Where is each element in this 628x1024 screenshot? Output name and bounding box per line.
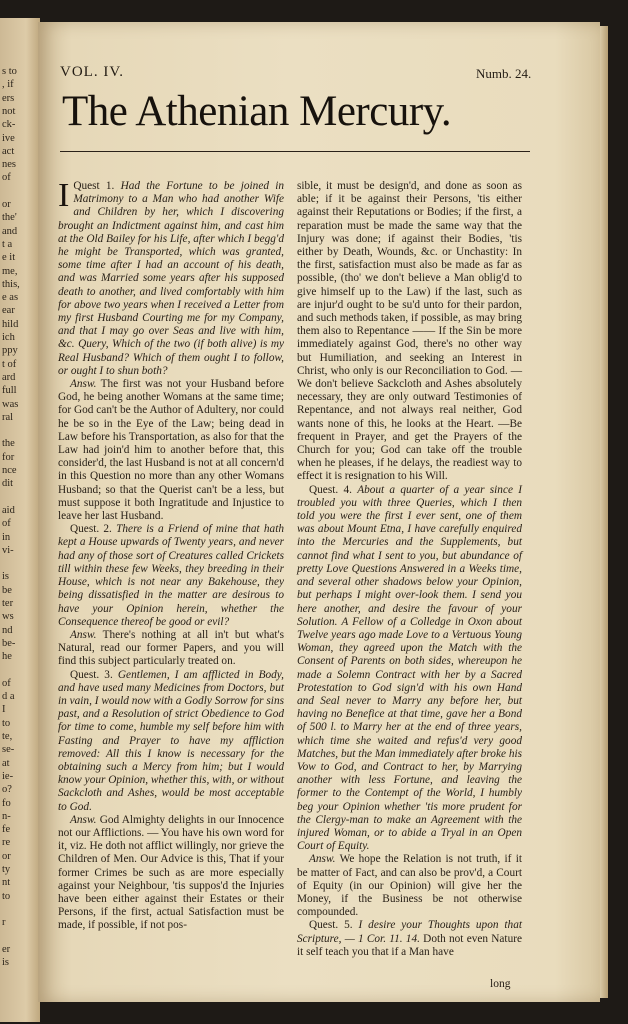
margin-fragment: fe (2, 824, 11, 836)
catchword: long (490, 978, 511, 990)
margin-fragment: r (2, 917, 6, 929)
issue-number: Numb. 24. (476, 66, 532, 81)
facing-page-strip (0, 18, 40, 1022)
question-3-label: Quest. 3. (70, 668, 113, 681)
answer-4 (297, 853, 522, 919)
margin-fragment: nd (2, 624, 13, 636)
margin-fragment: to (2, 717, 11, 729)
question-3-text: Gentlemen, I am afflicted in Body, and have used many Medicines from Doctors, but in vain, I would now with a Godly Sorrow for sins past, and a Resolution of strict Obedience to God for time to come, humble my self before him with Fasting and Prayer to have my affliction removed: All this I know is necessary for the obtaining such a Mercy from him; but I would know your Opinion, whether this, with, or without Sackcloth and Ashes, would be most acceptable to God. (58, 668, 284, 813)
margin-fragment: ard (2, 371, 16, 383)
question-3 (58, 669, 284, 814)
margin-fragment: hild (2, 318, 19, 330)
margin-fragment: he (2, 651, 12, 663)
margin-fragment: and (2, 225, 18, 237)
margin-fragment: ear (2, 305, 15, 317)
margin-fragment: te, (2, 731, 13, 742)
margin-fragment: is (2, 957, 10, 969)
drop-cap: I (58, 177, 70, 214)
margin-fragment: the (2, 438, 15, 450)
margin-fragment: s to (2, 66, 17, 77)
margin-fragment: o? (2, 784, 12, 796)
question-1-text: Had the Fortune to be joined in Matrimony to a Man who had another Wife and Children by her, which I discovering brought an Indictment against him, and cast him at the Old Bailey for his Life, after which I begg'd he might be Transported, which was granted, some time after I had an account of his death, and was Married some years after his supposed death to another, and lived comfortably with him for above two years when I received a Letter from my first Husband Courting me for my Company, and that I may go over Seas and live with him, &c. Query, Which of the two (if both alive) is my Real Husband? Which of them ought I to follow, or ought I to shun both? (58, 180, 284, 377)
margin-fragment: ck- (2, 119, 16, 131)
answer-4-label: Answ. (309, 853, 336, 866)
margin-fragment: ral (2, 411, 14, 423)
margin-fragment: of (2, 677, 11, 689)
margin-fragment: be- (2, 637, 16, 649)
masthead-title: The Athenian Mercury. (62, 88, 452, 135)
page-edge (600, 26, 608, 998)
masthead-rule (60, 151, 530, 152)
margin-fragment: to (2, 890, 11, 902)
question-2 (58, 523, 284, 629)
question-5 (297, 919, 522, 959)
answer-1-text: The first was not your Husband before God, he being another Womans at the same time; for God can't be the Author of Adultery, nor could he be so in the Eye of the Law; being dead in Law before his Transportation, as also for that the Law had join'd him to another before that, this consider'd, the last Husband is not at all concern'd in this Question no more than any other Womans Husband; so that the Querist can't be a less, but must suppose it both Ingratitude and Injustice to leave her last Husband. (58, 378, 284, 523)
margin-fragment: fo (2, 797, 11, 809)
margin-fragment: ers (2, 92, 15, 104)
margin-fragment: of (2, 518, 11, 530)
margin-fragment: the' (2, 212, 17, 224)
question-2-label: Quest. 2. (70, 523, 112, 536)
question-1 (58, 177, 284, 378)
right-column (297, 180, 522, 959)
margin-fragment: aid (2, 504, 15, 516)
margin-fragment: d a (2, 691, 15, 703)
margin-fragment: me, (2, 265, 18, 277)
answer-3-text: God Almighty delights in our Innocence not our Afflictions. — You have his own word for it, viz. He doth not afflict willingly, nor grieve the Children of Men. Our Advice is this, That if your former Crimes be such as are more especially against your Neighbour, 'tis suppos'd the Injuries have been either against their Estates or their Persons, if the first, actual Satisfaction must be made, if possible, if not pos- (58, 813, 284, 932)
margin-fragment: of (2, 172, 11, 184)
question-4-label: Quest. 4. (309, 483, 352, 496)
left-column (58, 177, 285, 933)
question-5-text: I desire your Thoughts upon that Scripture, — 1 Cor. 11. 14. (297, 919, 522, 945)
margin-fragment: vi- (2, 544, 14, 556)
answer-4-text: We hope the Relation is not truth, if it be matter of Fact, and can also be prov'd, a Court of Equity (in our Opinion) will give her the Money, if the Business be not otherwise compounded. (297, 853, 522, 919)
margin-fragment: nt (2, 877, 11, 889)
margin-fragment: not (2, 105, 16, 117)
answer-2-label: Answ. (70, 628, 97, 641)
margin-fragment: I (2, 704, 6, 716)
margin-fragment: se- (2, 744, 15, 756)
margin-fragment: t of (2, 358, 17, 370)
margin-fragment: at (2, 757, 10, 769)
question-4-text: About a quarter of a year since I troubled you with three Queries, which I then told you were the first I ever sent, one of them was about Mount Etna, I have carefully enquired into the Mercuries and the Supplements, but cannot find what I sent to you, but abundance of pretty Love Questions Answered in a Weeks time, and several other shadows below your Opinion, but perhaps I might over-look them. I send you here another, and desire the favour of your Solution. A Fellow of a Colledge in Oxon about Twelve years ago made Love to a Vertuous Young Woman, they agreed upon the Match with the Consent of Parents on both sides, whereupon he made a Solemn Contract with her by a Sacred Protestation to God sign'd with his own Hand and Seal never to Marry any before her, but having no Benefice at that time, gave her a Bond of 500 l. to Marry her at the end of three years, which time she waited and refus'd very good Matches, but the Man immediately after broke his Vow to God, and Contract to her, by Marrying another with less Fortune, and leaving the former to the Contempt of the World, I humbly beg your Opinion whether 'tis more prudent for the Clergy-man to make an Agreement with the injured Woman, or to abide a Tryal in an Open Court of Equity. (297, 483, 523, 853)
volume-label: VOL. IV. (60, 64, 124, 80)
answer-3 (58, 814, 284, 933)
margin-fragment: be (2, 584, 12, 596)
margin-fragment: e it (2, 252, 16, 264)
answer-1 (58, 378, 284, 523)
question-5-tail: Doth not even Nature it self teach you that if a Man have (297, 932, 522, 958)
question-4 (297, 484, 522, 854)
margin-fragment: for (2, 451, 15, 463)
margin-fragment: re (2, 837, 11, 849)
margin-fragment: or (2, 199, 11, 210)
answer-1-label: Answ. (70, 378, 97, 391)
margin-fragment: er (2, 943, 11, 955)
margin-fragment: in (2, 531, 11, 543)
answer-3-continued: sible, it must be design'd, and done as soon as able; if it be against their Persons, 'tis either against their Reputations or Bodies; if the first, a reparation must be made the same way that the Injury was done; if against their Bodies, 'tis either by Death, Wounds, &c. or Unchastity: In the first, satisfaction must also be made as far as possible, (tho' we don't believe a Man oblig'd to give himself up to the Law) if the last, such as are injur'd ought to be su'd unto for their pardon, and such methods taken, if possible, as may bring them also to Repentance —— If the Sin be more immediately against God, there's no other way but Humiliation, and seeking an Interest in Christ, who only is our Reconciliation to God. —We don't believe Sackcloth and Ashes absolutely necessary, they are only outward Testimonies of Repentance, and not always real neither, God wants none of this, he looks at the Heart. —Be frequent in Prayer, and get the Prayers of the Church for you; God can take off the trouble when he pleases, if he delays, the readiest way to effect it is resignation to his Will. (297, 180, 522, 483)
margin-fragment: ws (2, 611, 14, 623)
margin-fragment: act (2, 145, 15, 157)
question-1-label: Quest 1. (73, 180, 115, 192)
margin-fragment: ich (2, 332, 15, 343)
answer-3-label: Answ. (70, 813, 97, 826)
margin-fragment: dit (2, 478, 14, 490)
margin-fragment: n- (2, 810, 11, 822)
margin-fragment: ter (2, 598, 14, 609)
margin-fragment: ty (2, 864, 11, 875)
margin-fragment: ive (2, 132, 15, 144)
margin-fragment: t a (2, 238, 13, 250)
margin-fragment: or (2, 850, 11, 862)
margin-fragment: is (2, 571, 10, 583)
margin-fragment: e as (2, 292, 19, 304)
margin-fragment: nce (2, 465, 17, 476)
question-5-label: Quest. 5. (309, 919, 353, 932)
answer-2-text: There's nothing at all in't but what's Natural, read our former Papers, and you will find this subject particularly treated on. (58, 628, 285, 668)
margin-fragment: ie- (2, 770, 14, 782)
question-2-text: There is a Friend of mine that hath kept a House upwards of Twenty years, and never had any of those sort of Creatures called Crickets till within these few Weeks, they breeding in their House, which is not near any Bakehouse, they being dissatisfied in the matter are desirous to have your Opinion herein, whether the Consequence thereof be good or evil? (58, 523, 284, 628)
answer-2 (58, 629, 284, 669)
margin-fragment: was (2, 398, 19, 410)
margin-fragment: , if (2, 79, 14, 91)
margin-fragment: this, (2, 278, 20, 290)
margin-fragment: nes (2, 159, 16, 171)
margin-fragment: full (2, 385, 17, 397)
margin-fragment: ppy (2, 345, 18, 357)
